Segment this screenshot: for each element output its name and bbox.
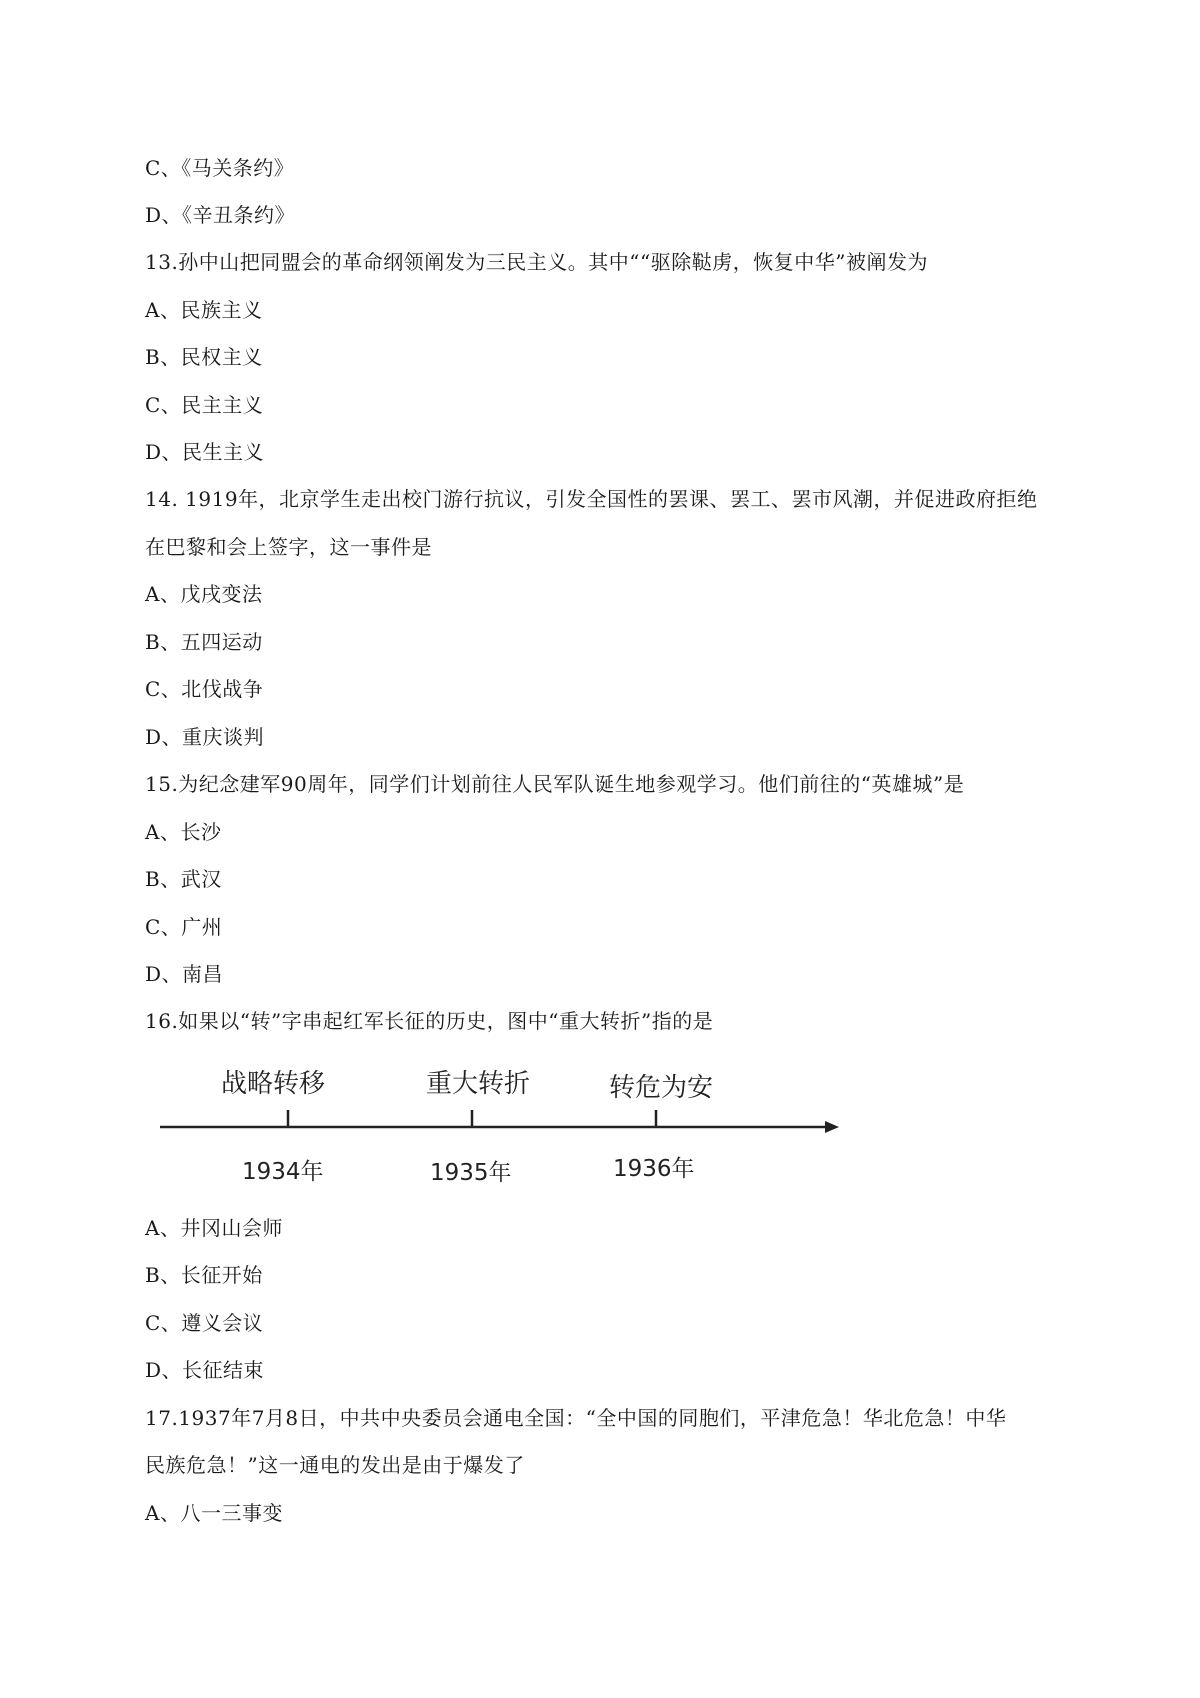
q15-option-c: C、广州 bbox=[145, 915, 223, 939]
q16-option-a: A、井冈山会师 bbox=[145, 1216, 283, 1240]
question-14-line2: 在巴黎和会上签字，这一事件是 bbox=[145, 535, 432, 559]
timeline-event-strategic-shift: 战略转移 bbox=[221, 1069, 326, 1099]
timeline-event-danger-to-safety: 转危为安 bbox=[609, 1073, 714, 1103]
q17-option-a: A、八一三事变 bbox=[145, 1501, 283, 1525]
q15-option-a: A、长沙 bbox=[145, 820, 222, 844]
q14-option-d: D、重庆谈判 bbox=[145, 725, 265, 749]
long-march-timeline bbox=[155, 1050, 855, 1200]
q15-option-b: B、武汉 bbox=[145, 867, 222, 891]
timeline-year-1936: 1936年 bbox=[613, 1156, 695, 1182]
option-c-text: C、《马关条约》 bbox=[145, 156, 295, 180]
q16-option-c: C、遵义会议 bbox=[145, 1311, 264, 1335]
q13-option-c: C、民主主义 bbox=[145, 393, 264, 417]
question-15: 15.为纪念建军90周年，同学们计划前往人民军队诞生地参观学习。他们前往的“英雄城”是 bbox=[145, 772, 965, 796]
q14-option-a: A、戊戌变法 bbox=[145, 582, 263, 606]
timeline-year-1934: 1934年 bbox=[242, 1159, 324, 1185]
q16-option-b: B、长征开始 bbox=[145, 1263, 263, 1287]
timeline-event-major-turn: 重大转折 bbox=[426, 1069, 531, 1099]
q13-option-b: B、民权主义 bbox=[145, 345, 263, 369]
question-17-line2: 民族危急！”这一通电的发出是由于爆发了 bbox=[145, 1453, 525, 1477]
question-16: 16.如果以“转”字串起红军长征的历史，图中“重大转折”指的是 bbox=[145, 1009, 714, 1033]
q14-option-b: B、五四运动 bbox=[145, 630, 263, 654]
q15-option-d: D、南昌 bbox=[145, 962, 224, 986]
q16-option-d: D、长征结束 bbox=[145, 1358, 265, 1382]
q14-option-c: C、北伐战争 bbox=[145, 677, 264, 701]
question-14-line1: 14. 1919年，北京学生走出校门游行抗议，引发全国性的罢课、罢工、罢市风潮，并促进政府拒绝 bbox=[145, 487, 1038, 511]
question-13: 13.孙中山把同盟会的革命纲领阐发为三民主义。其中““驱除鞑虏，恢复中华”被阐发为 bbox=[145, 250, 928, 274]
timeline-arrowhead bbox=[825, 1121, 839, 1133]
timeline-year-1935: 1935年 bbox=[430, 1160, 512, 1186]
option-d-text: D、《辛丑条约》 bbox=[145, 203, 296, 227]
question-17-line1: 17.1937年7月8日，中共中央委员会通电全国：“全中国的同胞们，平津危急！华北危急！中华 bbox=[145, 1406, 1007, 1430]
q13-option-d: D、民生主义 bbox=[145, 440, 265, 464]
q13-option-a: A、民族主义 bbox=[145, 298, 263, 322]
